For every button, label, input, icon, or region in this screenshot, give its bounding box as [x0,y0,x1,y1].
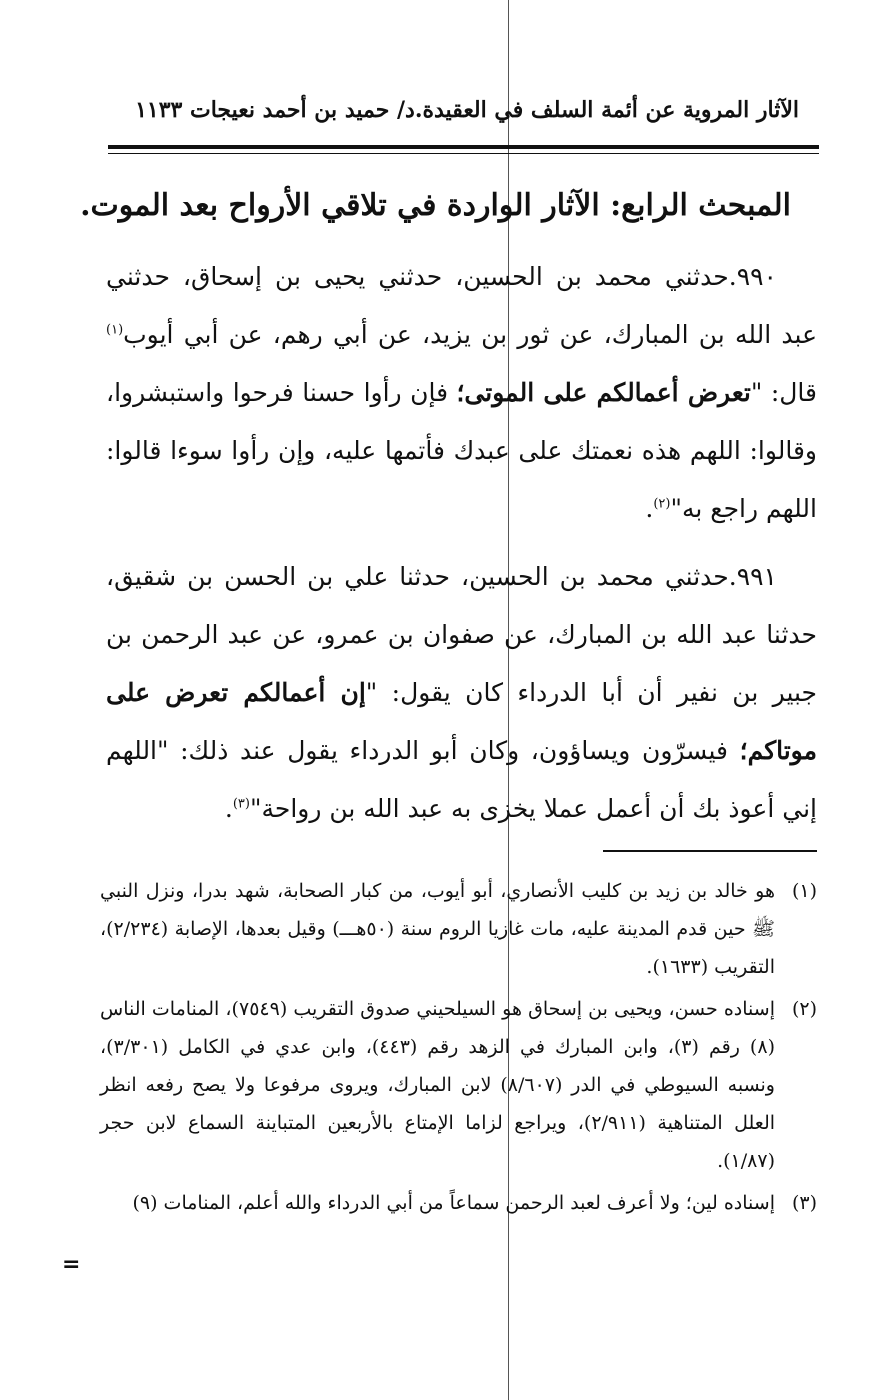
narration-991-end: . [224,794,233,823]
footnote-text: إسناده حسن، ويحيى بن إسحاق هو السيلحيني صدوق التقريب (٧٥٤٩)، المنامات الناس (٨) رقم (٣)، وابن المبارك في الزهد رقم (٤٤٣)، وابن عدي في الكامل (٣/٣٠١)، ونسبه السيوطي في الدر (٨/٦٠٧) لابن المبارك، ويروى مرفوعا ولا يصح رفعه انظر العلل المتناهية (٢/٩١١)، ويراجع لزاما الإمتاع بالأربعين المتباينة السماع لابن حجر (١/٨٧). [100,998,776,1172]
footnote-ref-3: (٣) [232,796,250,812]
footnotes [100,872,817,1226]
narration-991-chain: ٩٩١.حدثني محمد بن الحسين، حدثنا علي بن الحسن بن شقيق، حدثنا عبد الله بن المبارك، عن صفوان بن عمرو، عن عبد الرحمن بن جبير بن نفير أن أبا الدرداء كان يقول: " [106,562,817,707]
footnote-ref-1: (١) [106,322,124,338]
footnote-number: (١) [791,880,817,902]
footnote-1 [100,872,817,986]
main-text [106,248,817,848]
footnote-number: (٢) [791,998,817,1020]
narration-990-end: . [645,494,654,523]
footnote-text: إسناده لين؛ ولا أعرف لعبد الرحمن سماعاً من أبي الدرداء والله أعلم، المنامات (٩) [132,1192,775,1214]
footnote-continuation-mark: = [62,1252,81,1277]
header-rule-thick [108,145,819,149]
footnote-3 [100,1184,817,1222]
header-rule-thin [108,153,819,154]
footnote-ref-2: (٢) [653,496,671,512]
footnote-2 [100,990,817,1180]
narration-990-emphasis: تعرض أعمالكم على الموتى؛ [456,378,751,407]
footnote-text: هو خالد بن زيد بن كليب الأنصاري، أبو أيوب، من كبار الصحابة، شهد بدرا، ونزل النبي ﷺ حين قدم المدينة عليه، مات غازيا الروم سنة (٥٠هـــ) وقيل بعدها، الإصابة (٢/٢٣٤)، التقريب (١٦٣٣). [100,880,775,978]
narration-991-text: فيسرّون ويساؤون، وكان أبو الدرداء يقول عند ذلك: "اللهم إني أعوذ بك أن أعمل عملا يخزى به عبد الله بن رواحة" [106,736,817,823]
narration-990-text-cont: فإن رأوا حسنا فرحوا واستبشروا، وقالوا: اللهم هذه نعمتك على عبدك فأتمها عليه، وإن رأوا سوءا قالوا: اللهم راجع به" [106,378,817,523]
narration-991-emphasis: إن أعمالكم تعرض على موتاكم؛ [106,678,817,765]
narration-990-chain: ٩٩٠.حدثني محمد بن الحسين، حدثني يحيى بن إسحاق، حدثني عبد الله بن المبارك، عن ثور بن يزيد، عن أبي رهم، عن أبي أيوب [106,262,817,349]
narration-990 [106,248,817,538]
footnote-number: (٣) [791,1192,817,1214]
section-title: المبحث الرابع: الآثار الواردة في تلاقي الأرواح بعد الموت. [80,188,791,223]
running-header: الآثار المروية عن أئمة السلف في العقيدة.د/ حميد بن أحمد نعيجات ١١٣٣ [135,97,799,123]
narration-990-text: قال: " [750,378,817,407]
narration-991 [106,548,817,838]
footnote-separator [603,850,817,852]
